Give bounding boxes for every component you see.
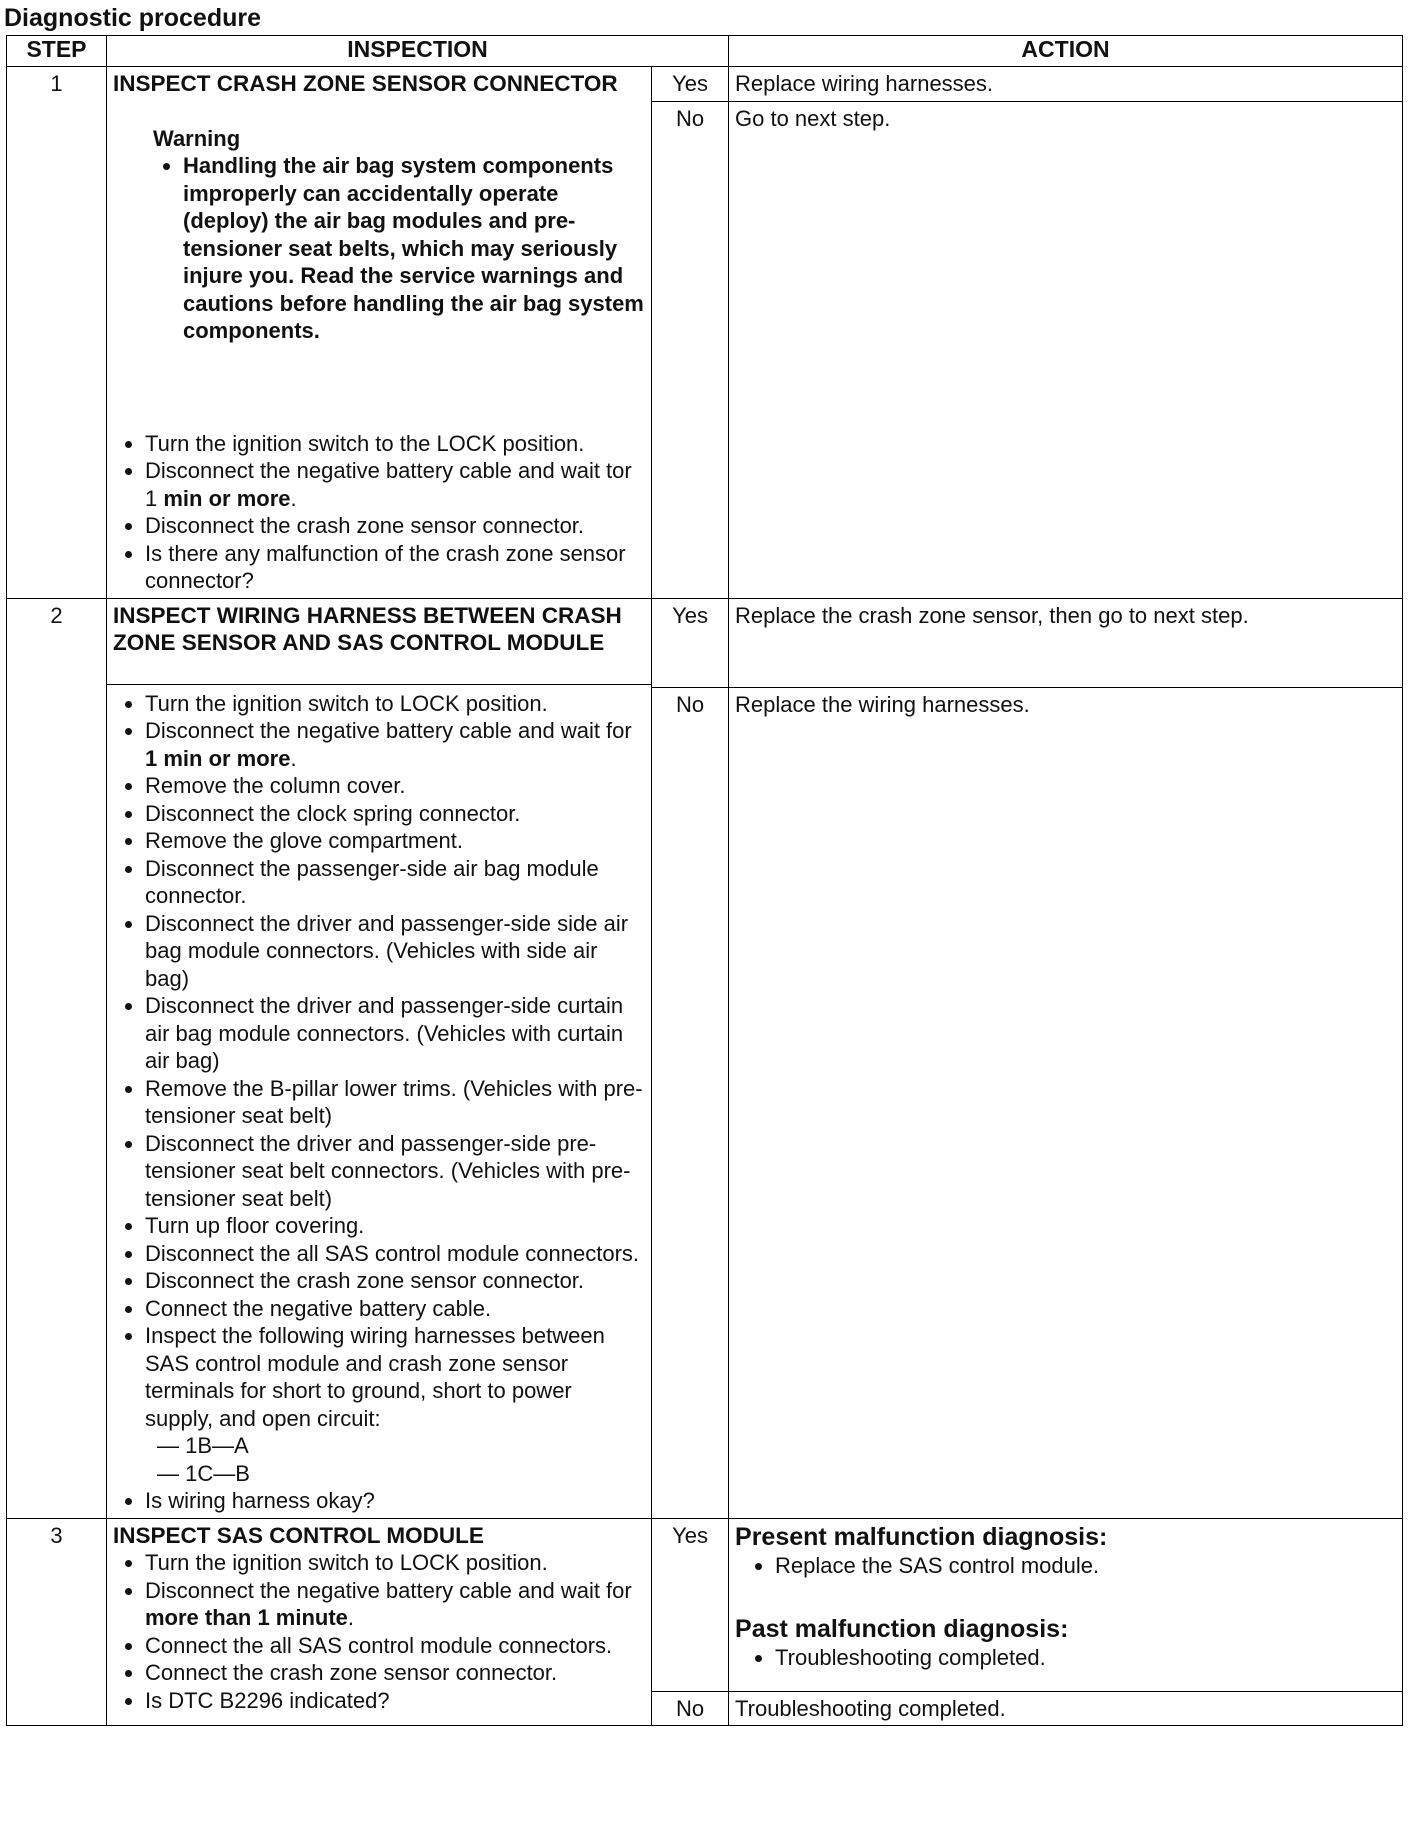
list-item: • Disconnect the driver and passenger-side pre-tensioner seat belt connectors. (Vehicles with pre-tensioner seat belt) (145, 1130, 645, 1213)
list-item: • Remove the B-pillar lower trims. (Vehicles with pre-tensioner seat belt) (145, 1075, 645, 1130)
list-item: • Connect the negative battery cable. (145, 1295, 645, 1323)
terminal-pair: — 1C—B (157, 1460, 250, 1486)
warning-label: Warning (153, 125, 241, 151)
list-item: • Turn the ignition switch to LOCK position. (145, 1549, 645, 1577)
no-action: Troubleshooting completed. (729, 1691, 1403, 1726)
no-action: Go to next step. (729, 101, 1403, 598)
list-item: • Disconnect the all SAS control module connectors. (145, 1240, 645, 1268)
list-item: • Connect the crash zone sensor connector. (145, 1659, 645, 1687)
list-item: • Disconnect the crash zone sensor connector. (145, 1267, 645, 1295)
present-malfunction-list (735, 1552, 1396, 1580)
step-3-bullets (113, 1549, 645, 1714)
list-item: • Turn the ignition switch to the LOCK position. (145, 430, 645, 458)
step-1-inspection (107, 67, 652, 599)
step-2-bullets (113, 690, 645, 1515)
list-item: • Disconnect the clock spring connector. (145, 800, 645, 828)
list-item: • Disconnect the negative battery cable and wait tor 1 min or more. (145, 457, 645, 512)
step-number: 1 (7, 67, 107, 599)
list-item: • Disconnect the negative battery cable and wait for 1 min or more. (145, 717, 645, 772)
list-item: • Turn the ignition switch to LOCK position. (145, 690, 645, 718)
step-3-row-yes (7, 1518, 1403, 1691)
step-number: 3 (7, 1518, 107, 1726)
header-action: ACTION (729, 36, 1403, 67)
list-item: • Troubleshooting completed. (775, 1644, 1396, 1672)
step-1-row-yes (7, 67, 1403, 102)
step-number: 2 (7, 598, 107, 1518)
list-item: • Replace the SAS control module. (775, 1552, 1396, 1580)
step-heading: INSPECT CRASH ZONE SENSOR CONNECTOR (113, 71, 618, 96)
list-item: • Disconnect the passenger-side air bag module connector. (145, 855, 645, 910)
past-malfunction-heading: Past malfunction diagnosis: (735, 1615, 1069, 1643)
list-item: • Inspect the following wiring harnesses between SAS control module and crash zone sensor terminals for short to ground, short to power supply, and open circuit: — 1B—A — 1C—B (145, 1322, 645, 1487)
list-item: • Disconnect the driver and passenger-side side air bag module connectors. (Vehicles with side air bag) (145, 910, 645, 993)
step-heading: INSPECT WIRING HARNESS BETWEEN CRASH ZONE SENSOR AND SAS CONTROL MODULE (107, 599, 651, 685)
yes-action: Replace wiring harnesses. (729, 67, 1403, 102)
no-label: No (652, 1691, 729, 1726)
header-row (7, 36, 1403, 67)
header-inspection: INSPECTION (107, 36, 729, 67)
warning-block (153, 125, 645, 345)
list-item: • Is wiring harness okay? (145, 1487, 645, 1515)
list-item: • Remove the glove compartment. (145, 827, 645, 855)
list-item: • Connect the all SAS control module connectors. (145, 1632, 645, 1660)
step-2-inspection (107, 598, 652, 1518)
terminal-pair: — 1B—A (157, 1433, 249, 1458)
list-item: • Remove the column cover. (145, 772, 645, 800)
yes-action: Replace the crash zone sensor, then go to next step. (729, 598, 1403, 687)
list-item: • Disconnect the negative battery cable and wait for more than 1 minute. (145, 1577, 645, 1632)
yes-label: Yes (652, 1518, 729, 1691)
step-1-bullets (113, 430, 645, 595)
header-step: STEP (7, 36, 107, 67)
diagnostic-table (6, 35, 1403, 1726)
list-item: • Is DTC B2296 indicated? (145, 1687, 645, 1715)
no-label: No (652, 687, 729, 1518)
page-title: Diagnostic procedure (4, 4, 261, 32)
list-item: • Turn up floor covering. (145, 1212, 645, 1240)
present-malfunction-heading: Present malfunction diagnosis: (735, 1522, 1108, 1551)
yes-label: Yes (652, 67, 729, 102)
step-3-inspection (107, 1518, 652, 1726)
yes-action (729, 1518, 1403, 1691)
past-malfunction-list (735, 1644, 1396, 1672)
no-label: No (652, 101, 729, 598)
step-heading: INSPECT SAS CONTROL MODULE (113, 1522, 484, 1548)
list-item: • Is there any malfunction of the crash zone sensor connector? (145, 540, 645, 595)
list-item: • Disconnect the driver and passenger-side curtain air bag module connectors. (Vehicles with curtain air bag) (145, 992, 645, 1075)
yes-label: Yes (652, 598, 729, 687)
no-action: Replace the wiring harnesses. (729, 687, 1403, 1518)
step-2-row-yes (7, 598, 1403, 687)
list-item: • Disconnect the crash zone sensor connector. (145, 512, 645, 540)
warning-text: • Handling the air bag system components improperly can accidentally operate (deploy) the air bag modules and pre-tensioner seat belts, which may seriously injure you. Read the service warnings and cautions before handling the air bag system components. (183, 152, 645, 345)
